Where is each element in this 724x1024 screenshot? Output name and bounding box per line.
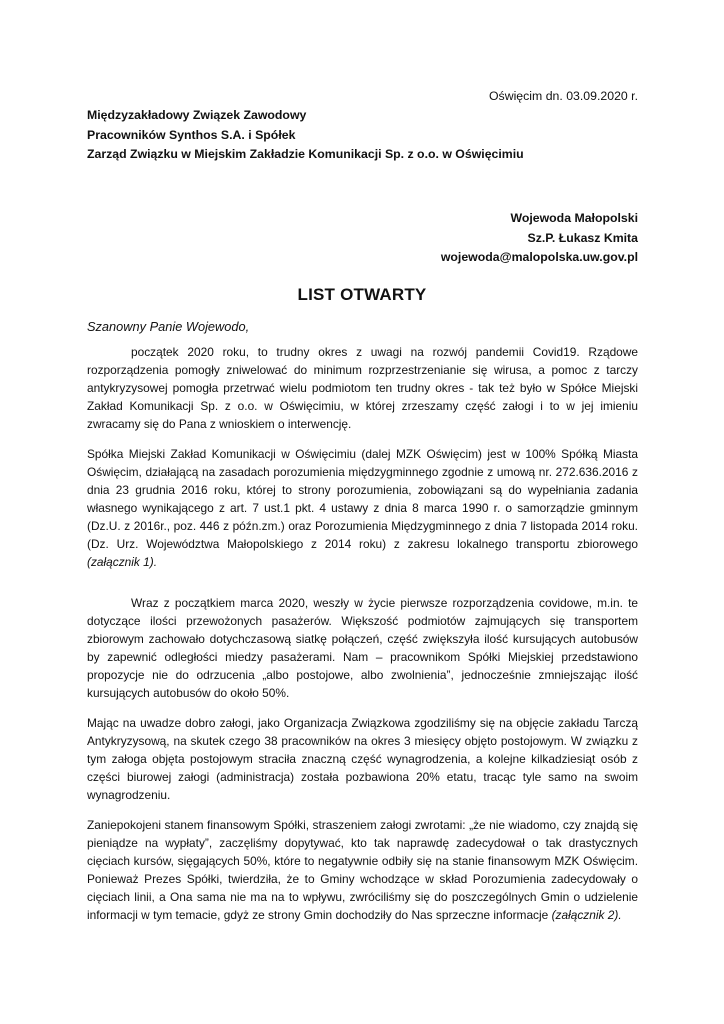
attachment-2-reference: (załącznik 2). (551, 908, 622, 922)
salutation: Szanowny Panie Wojewodo, (87, 319, 250, 334)
paragraph-5 (87, 816, 638, 924)
paragraph-5-text: Zaniepokojeni stanem finansowym Spółki, straszeniem załogi zwrotami: „że nie wiadomo, czy znajdą się pieniądze na wypłaty”, zaczęliśmy dopytywać, kto tak naprawdę zadecydował o tak drastycznych cięciach kursów, sięgających 50%, które to negatywnie odbiły się na stanie finansowym MZK Oświęcim. Ponieważ Prezes Spółki, twierdziła, że to Gminy wchodzące w skład Porozumienia zadecydowały o cięciach linii, a Ona sama nie ma na to wpływu, zwróciliśmy się do poszczególnych Gmin o udzielenie informacji w tym temacie, gdyż ze strony Gmin dochodziły do Nas sprzeczne informacje (87, 818, 638, 922)
paragraph-2-text: Spółka Miejski Zakład Komunikacji w Oświęcimiu (dalej MZK Oświęcim) jest w 100% Spółką Miasta Oświęcim, działającą na zasadach porozumienia międzygminnego zgodnie z umową nr. 272.636.2016 z dnia 23 grudnia 2016 roku, której to strony porozumienia, zobowiązani są do wypełniania zadania własnego wynikającego z art. 7 ust.1 pkt. 4 ustawy z dnia 8 marca 1990 r. o samorządzie gminnym (Dz.U. z 2016r., poz. 446 z późn.zm.) oraz Porozumienia Międzygminnego z dnia 7 listopada 2014 roku. (Dz. Urz. Województwa Małopolskiego z 2014 roku) z zakresu lokalnego transportu zbiorowego (87, 447, 638, 551)
attachment-1-reference: (załącznik 1). (87, 555, 158, 569)
sender-line-2: Pracowników Synthos S.A. i Spółek (87, 127, 296, 142)
recipient-block (441, 209, 638, 268)
sender-block (87, 106, 524, 165)
letter-date: Oświęcim dn. 03.09.2020 r. (488, 89, 638, 103)
paragraph-1: początek 2020 roku, to trudny okres z uwagi na rozwój pandemii Covid19. Rządowe rozporządzenia pomogły zniwelować do minimum rozprzestrzenianie się wirusa, a pomoc z tarczy antykryzysowej pomogła przetrwać wielu podmiotom ten trudny okres - tak też było w Spółce Miejski Zakład Komunikacji Sp. z o.o. w Oświęcimiu, w której zrzeszamy część załogi i to w jej imieniu zwracamy się do Pana z wnioskiem o interwencję. (87, 345, 638, 431)
document-title: LIST OTWARTY (297, 285, 427, 304)
sender-line-3: Zarząd Związku w Miejskim Zakładzie Komunikacji Sp. z o.o. w Oświęcimiu (87, 147, 524, 161)
paragraph-4: Mając na uwadze dobro załogi, jako Organizacja Związkowa zgodziliśmy się na objęcie zakładu Tarczą Antykryzysową, na skutek czego 38 pracowników na okres 3 miesięcy objęto postojowym. W związku z tym załoga objęta postojowym straciła znaczną część wynagrodzenia, a kolejne kilkadziesiąt osób z części biurowej załogi (administracja) została pozbawiona 20% etatu, tracąc tyle samo na swoim wynagrodzeniu. (87, 716, 638, 802)
recipient-title: Wojewoda Małopolski (510, 211, 638, 225)
recipient-name: Sz.P. Łukasz Kmita (527, 230, 638, 245)
recipient-email: wojewoda@malopolska.uw.gov.pl (440, 250, 638, 264)
sender-line-1: Międzyzakładowy Związek Zawodowy (87, 108, 307, 122)
letter-body (87, 343, 638, 924)
paragraph-2 (87, 445, 638, 571)
paragraph-3: Wraz z początkiem marca 2020, weszły w życie pierwsze rozporządzenia covidowe, m.in. te dotyczące ilości przewożonych pasażerów. Większość podmiotów zajmujących się transportem zbiorowym zachowało dotychczasową siatkę połączeń, część zwiększyła ilość kursujących autobusów by zapewnić odległości miedzy pasażerami. Nam – pracownikom Spółki Miejskiej przedstawiono propozycje nie do odrzucenia „albo postojowe, albo zwolnienia”, jednocześnie zmniejszając ilość kursujących autobusów do około 50%. (87, 596, 638, 700)
